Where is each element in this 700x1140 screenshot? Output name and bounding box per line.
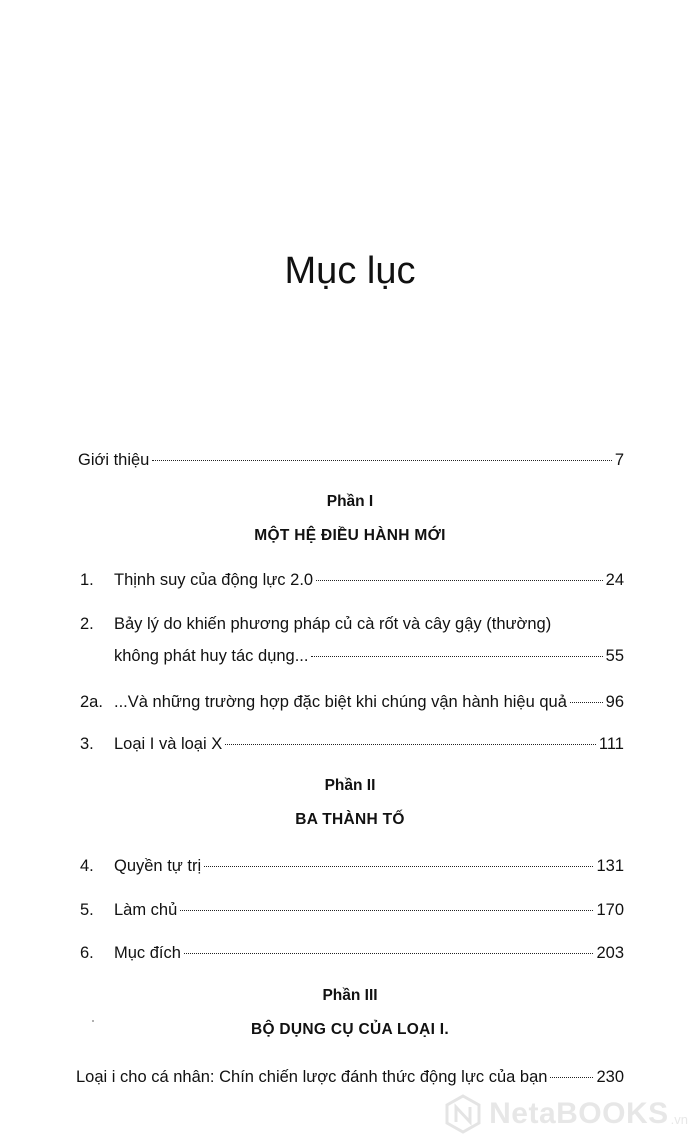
toc-entry — [80, 943, 624, 963]
toc-entry-number: 3. — [80, 735, 94, 753]
neta-logo-icon — [443, 1094, 483, 1134]
toc-entry — [80, 856, 624, 876]
toc-entry-page: 111 — [598, 735, 624, 753]
toc-entry-intro — [78, 450, 624, 470]
toc-entry — [80, 900, 624, 920]
dot-leader — [152, 460, 611, 461]
toc-entry-label: Loại i cho cá nhân: Chín chiến lược đánh thức động lực của bạn — [76, 1068, 548, 1086]
toc-entry-page: 131 — [596, 857, 624, 875]
toc-entry-page: 7 — [614, 451, 624, 469]
toc-entry-page: 203 — [596, 944, 624, 962]
part-label: Phần II — [324, 777, 376, 794]
toc-entry-label: không phát huy tác dụng... — [114, 647, 309, 665]
toc-entry-label: ...Và những trường hợp đặc biệt khi chúng vận hành hiệu quả — [114, 693, 567, 711]
toc-entry-label: Thịnh suy của động lực 2.0 — [114, 571, 314, 589]
dot-leader — [316, 580, 603, 581]
toc-entry — [80, 734, 624, 754]
dot-leader — [311, 656, 602, 657]
toc-entry-page: 55 — [605, 647, 624, 665]
dot-leader — [184, 953, 594, 954]
toc-entry-page: 24 — [605, 571, 624, 589]
toc-entry — [80, 692, 624, 712]
dot-leader — [225, 744, 596, 745]
part-label: Phần I — [326, 493, 374, 510]
toc-entry-number: 5. — [80, 901, 94, 919]
toc-entry-label: Quyền tự trị — [114, 857, 202, 875]
toc-entry-number: 4. — [80, 857, 94, 875]
toc-entry-page: 230 — [596, 1068, 624, 1086]
toc-entry-label-line1: Bảy lý do khiến phương pháp củ cà rốt và cây gậy (thường) — [114, 615, 552, 633]
dot-leader — [550, 1077, 593, 1078]
dot-leader — [180, 910, 593, 911]
dot-leader — [570, 702, 603, 703]
toc-entry — [114, 646, 624, 666]
toc-entry — [76, 1067, 624, 1087]
watermark — [443, 1094, 688, 1134]
toc-entry-label: Mục đích — [114, 944, 181, 962]
toc-entry-page: 96 — [605, 693, 624, 711]
toc-entry — [80, 570, 624, 590]
toc-entry-page: 170 — [596, 901, 624, 919]
toc-entry-label: Làm chủ — [114, 901, 178, 919]
watermark-brand: NetaBOOKS — [489, 1097, 669, 1130]
toc-entry-number: 6. — [80, 944, 94, 962]
toc-entry-number: 2. — [80, 615, 94, 633]
part-label: Phần III — [322, 987, 378, 1004]
part-title: MỘT HỆ ĐIỀU HÀNH MỚI — [254, 527, 446, 544]
toc-entry-label: Loại I và loại X — [114, 735, 223, 753]
scan-speck — [92, 1020, 94, 1022]
toc-entry-number: 2a. — [80, 693, 103, 711]
toc-entry-label: Giới thiệu — [78, 451, 150, 469]
part-title: BA THÀNH TỐ — [295, 811, 405, 828]
page-title: Mục lục — [284, 250, 416, 292]
toc-entry-number: 1. — [80, 571, 94, 589]
watermark-suffix: .vn — [670, 1111, 688, 1127]
dot-leader — [204, 866, 593, 867]
part-title: BỘ DỤNG CỤ CỦA LOẠI I. — [250, 1021, 450, 1038]
